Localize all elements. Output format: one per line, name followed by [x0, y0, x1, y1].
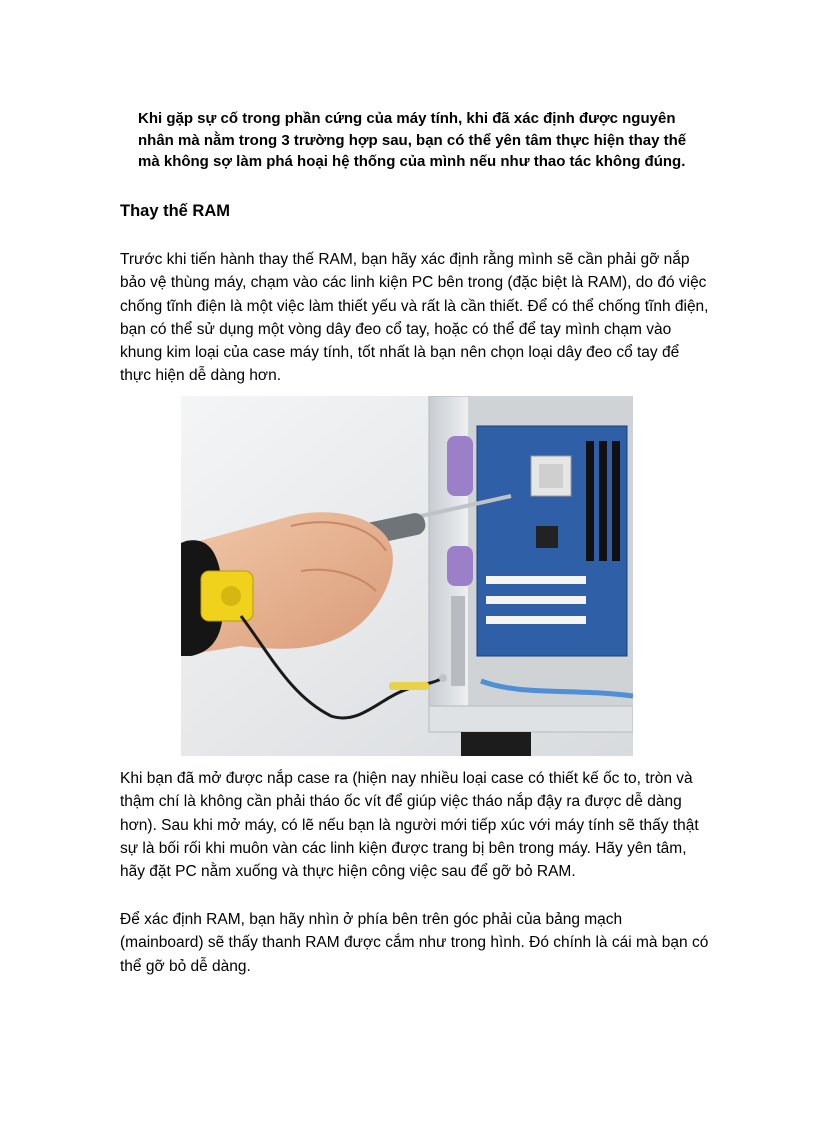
section-heading: Thay thế RAM	[120, 202, 231, 220]
photo-antistatic-wrist-strap-pc-case	[181, 396, 633, 756]
intro-paragraph: Khi gặp sự cố trong phần cứng của máy tính, khi đã xác định được nguyên nhân mà nằm trong 3 trường hợp sau, bạn có thể yên tâm thực hiện thay thế mà không sợ làm phá hoại hệ thống của mình nếu như thao tác không đúng.	[138, 110, 687, 170]
paragraph-3: Để xác định RAM, bạn hãy nhìn ở phía bên trên góc phải của bảng mạch (mainboard) sẽ thấy thanh RAM được cắm như trong hình. Đó chính là cái mà bạn có thể gỡ bỏ dễ dàng.	[120, 911, 709, 975]
paragraph-2: Khi bạn đã mở được nắp case ra (hiện nay nhiều loại case có thiết kế ốc to, tròn và thậm chí là không cần phải tháo ốc vít để giúp việc tháo nắp đậy ra được dễ dàng hơn). Sau khi mở máy, có lẽ nếu bạn là người mới tiếp xúc với máy tính sẽ thấy thật sự là bối rối khi muôn vàn các linh kiện được trang bị bên trong máy. Hãy yên tâm, hãy đặt PC nằm xuống và thực hiện công việc sau để gỡ bỏ RAM.	[120, 770, 699, 881]
paragraph-1: Trước khi tiến hành thay thế RAM, bạn hãy xác định rằng mình sẽ cần phải gỡ nắp bảo vệ thùng máy, chạm vào các linh kiện PC bên trong (đặc biệt là RAM), do đó việc chống tĩnh điện là một việc làm thiết yếu và rất là cần thiết. Để có thể chống tĩnh điện, bạn có thể sử dụng một vòng dây đeo cổ tay, hoặc có thể để tay mình chạm vào khung kim loại của case máy tính, tốt nhất là bạn nên chọn loại dây đeo cổ tay để thực hiện dễ dàng hơn.	[120, 251, 709, 385]
